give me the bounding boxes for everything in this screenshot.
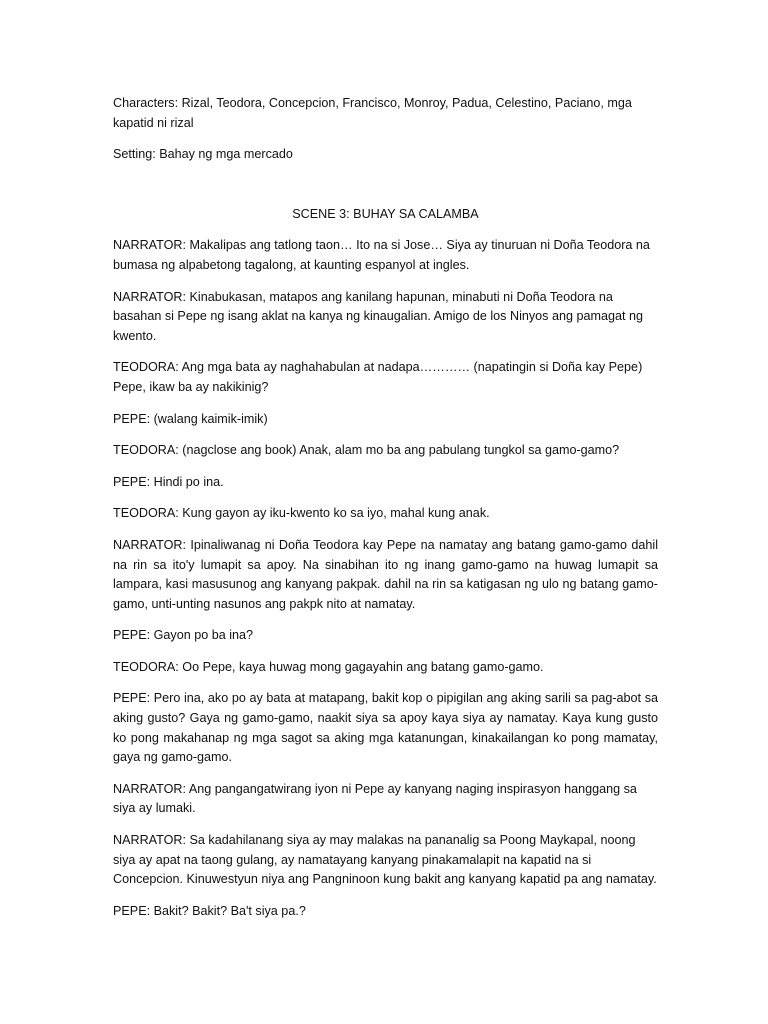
- dialogue-text: Sa kadahilanang siya ay may malakas na pananalig sa Poong Maykapal, noong siya ay apat na taong gulang, ay namatayang kanyang pinakamalapit na kapatid na si Concepcion. Kinuwestyun niya ang Pangninoon kung bakit ang kanyang kapatid pa ang namatay.: [113, 833, 657, 887]
- speaker-label: PEPE:: [113, 628, 151, 643]
- dialogue-line: [113, 658, 658, 678]
- setting-line: Setting: Bahay ng mga mercado: [113, 147, 293, 162]
- speaker-label: TEODORA:: [113, 659, 179, 674]
- speaker-label: PEPE:: [113, 411, 151, 426]
- speaker-label: NARRATOR:: [113, 781, 187, 796]
- dialogue-text: Ang pangangatwirang iyon ni Pepe ay kanyang naging inspirasyon hanggang sa siya ay lumaki.: [113, 781, 637, 816]
- dialogue-line: [113, 410, 658, 430]
- dialogue-line: [113, 473, 658, 493]
- speaker-label: PEPE:: [113, 474, 151, 489]
- dialogue-text: Ipinaliwanag ni Doña Teodora kay Pepe na namatay ang batang gamo-gamo dahil na rin sa ito'y lumapit sa apoy. Na sinabihan ito ng inang gamo-gamo na huwag lumapit sa lampara, kasi masusunog ang kanyang pakpak. dahil na rin sa katigasan ng ulo ng batang gamo-gamo, unti-unting nasunos ang pakpk nito at namatay.: [113, 537, 658, 611]
- dialogue-text: Makalipas ang tatlong taon… Ito na si Jose… Siya ay tinuruan ni Doña Teodora na bumasa ng alpabetong tagalong, at kaunting espanyol at ingles.: [113, 238, 650, 272]
- dialogue-line: [113, 288, 658, 347]
- dialogue-text: Gayon po ba ina?: [150, 628, 254, 643]
- dialogue-line: [113, 902, 658, 922]
- dialogue-text: Pero ina, ako po ay bata at matapang, bakit kop o pipigilan ang aking sarili sa pag-abot sa aking gusto? Gaya ng gamo-gamo, naakit siya sa apoy kaya siya ay namatay. Kaya kung gusto ko pong makahanap ng mga sagot sa aking mga katanungan, kinakailangan ko pong mamatay, gaya ng gamo-gamo.: [113, 691, 658, 765]
- dialogue-text: (nagclose ang book) Anak, alam mo ba ang pabulang tungkol sa gamo-gamo?: [178, 443, 620, 458]
- speaker-label: NARRATOR:: [113, 833, 187, 848]
- dialogue-text: Bakit? Bakit? Ba't siya pa.?: [150, 903, 306, 918]
- dialogue-line: [113, 780, 658, 819]
- dialogue-line: [113, 441, 658, 461]
- speaker-label: TEODORA:: [113, 443, 179, 458]
- dialogue-text: Kinabukasan, matapos ang kanilang hapunan, minabuti ni Doña Teodora na basahan si Pepe ng isang aklat na kanya ng kinaugalian. Amigo de los Ninyos ang pamagat ng kwento.: [113, 289, 644, 343]
- dialogue-line: [113, 536, 658, 614]
- scene-title: SCENE 3: BUHAY SA CALAMBA: [292, 206, 479, 221]
- speaker-label: TEODORA:: [113, 506, 179, 521]
- dialogue-line: [113, 236, 658, 275]
- dialogue-line: [113, 626, 658, 646]
- dialogue-text: Kung gayon ay iku-kwento ko sa iyo, mahal kung anak.: [178, 506, 490, 521]
- speaker-label: PEPE:: [113, 903, 151, 918]
- speaker-label: NARRATOR:: [113, 537, 187, 552]
- dialogue-line: [113, 831, 658, 890]
- dialogue-text: Oo Pepe, kaya huwag mong gagayahin ang batang gamo-gamo.: [178, 659, 544, 674]
- speaker-label: NARRATOR:: [113, 238, 187, 253]
- speaker-label: TEODORA:: [113, 360, 179, 375]
- speaker-label: PEPE:: [113, 691, 151, 706]
- characters-line: Characters: Rizal, Teodora, Concepcion, Francisco, Monroy, Padua, Celestino, Paciano, mga kapatid ni rizal: [113, 96, 632, 130]
- dialogue-line: [113, 689, 658, 767]
- dialogue-text: (walang kaimik-imik): [150, 411, 268, 426]
- dialogue-text: Hindi po ina.: [150, 474, 224, 489]
- speaker-label: NARRATOR:: [113, 289, 187, 304]
- dialogue-text: Ang mga bata ay naghahabulan at nadapa………… (napatingin si Doña kay Pepe) Pepe, ikaw ba ay nakikinig?: [113, 360, 643, 394]
- dialogue-line: [113, 504, 658, 524]
- document-page: [113, 94, 658, 921]
- dialogue-line: [113, 358, 658, 397]
